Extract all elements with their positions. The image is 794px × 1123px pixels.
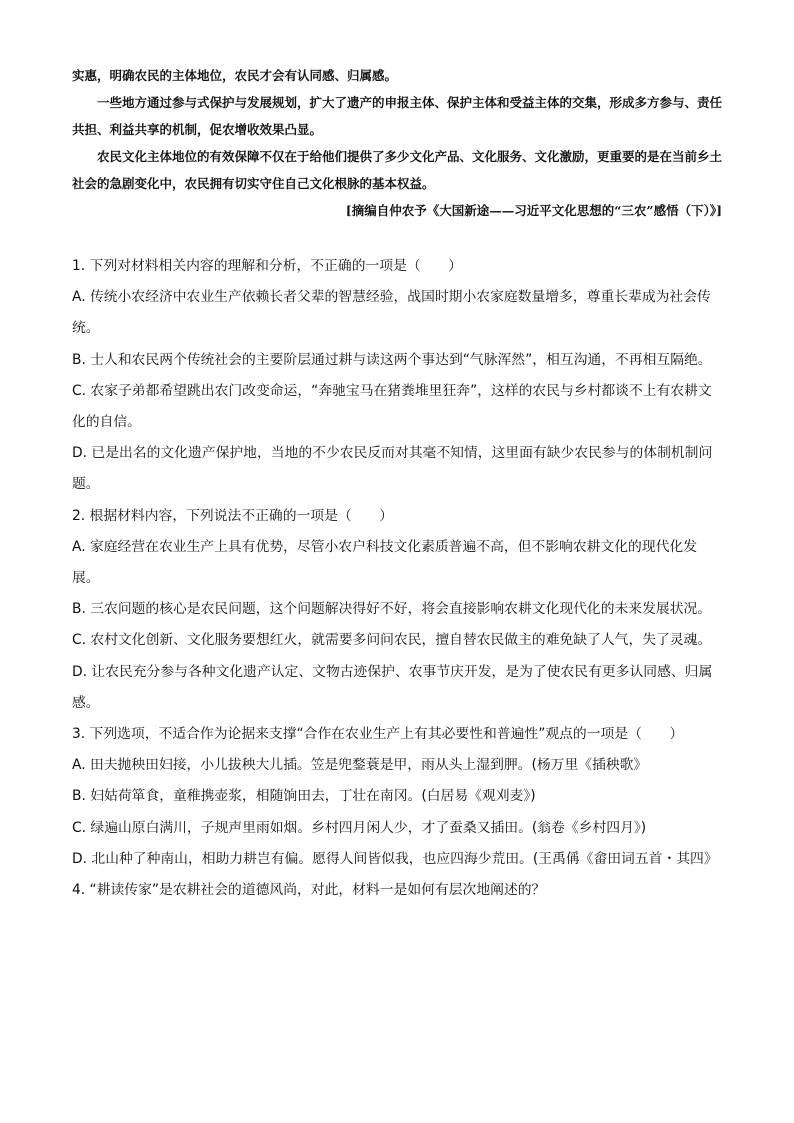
option-c: C. 农村文化创新、文化服务要想红火，就需要多问问农民，擅自替农民做主的难免缺了人气，失了灵魂。 [72,632,712,649]
option-d: D. 北山种了种南山，相助力耕岂有偏。愿得人间皆似我，也应四海少荒田。(王禹偁《畲田词五首・其四》 [72,850,718,867]
question-stem: 4. “耕读传家”是农耕社会的道德风尚，对此，材料一是如何有层次地阐述的？ [72,882,546,899]
passage-line-continuation: 实惠，明确农民的主体地位，农民才会有认同感、归属感。 [72,68,398,83]
option-a: A. 田夫抛秧田妇接，小儿拔秧大儿插。笠是兜鍪蓑是甲，雨从头上湿到胛。(杨万里《插秧歌》 [72,757,648,774]
option-a: A. 家庭经营在农业生产上具有优势，尽管小农户科技文化素质普遍不高，但不影响农耕文化的现代化发展。 [72,538,698,587]
option-c: C. 农家子弟都希望跳出农门改变命运，“奔驰宝马在猪粪堆里狂奔”，这样的农民与乡村都谈不上有农耕文化的自信。 [72,382,712,431]
passage-paragraph: 一些地方通过参与式保护与发展规划，扩大了遗产的申报主体、保护主体和受益主体的交集，形成多方参与、责任共担、利益共享的机制，促农增收效果凸显。 [72,95,723,137]
question-section [72,251,722,906]
option-b: B. 三农问题的核心是农民问题，这个问题解决得好不好，将会直接影响农耕文化现代化的未来发展状况。 [72,601,712,618]
option-b: B. 士人和农民两个传统社会的主要阶层通过耕与读这两个事达到“气脉浑然”，相互沟通，不再相互隔绝。 [72,351,712,368]
option-c: C. 绿遍山原白满川，子规声里雨如烟。乡村四月闲人少，才了蚕桑又插田。(翁卷《乡村四月》) [72,819,647,836]
option-b: B. 妇姑荷箪食，童稚携壶浆，相随饷田去，丁壮在南冈。(白居易《观刈麦》) [72,788,536,805]
passage-paragraph: 农民文化主体地位的有效保障不仅在于给他们提供了多少文化产品、文化服务、文化激励，更重要的是在当前乡土社会的急剧变化中，农民拥有切实守住自己文化根脉的基本权益。 [72,149,723,191]
option-d: D. 让农民充分参与各种文化遗产认定、文物古迹保护、农事节庆开发，是为了使农民有更多认同感、归属感。 [72,663,713,711]
passage-excerpt [72,62,722,224]
option-a: A. 传统小农经济中农业生产依赖长者父辈的智慧经验，战国时期小农家庭数量增多，尊重长辈成为社会传统。 [72,289,711,337]
question-stem: 1. 下列对材料相关内容的理解和分析，不正确的一项是（ ） [72,258,463,274]
question-stem: 3. 下列选项，不适合作为论据来支撑“合作在农业生产上有其必要性和普遍性”观点的一项是（ ） [72,726,684,743]
option-d: D. 已是出名的文化遗产保护地，当地的不少农民反而对其毫不知情，这里面有缺少农民参与的体制机制问题。 [72,445,713,493]
question-stem: 2. 根据材料内容，下列说法不正确的一项是（ ） [72,507,394,524]
source-citation: [摘编自仲农予《大国新途——习近平文化思想的“三农”感悟（下）》] [345,203,722,218]
